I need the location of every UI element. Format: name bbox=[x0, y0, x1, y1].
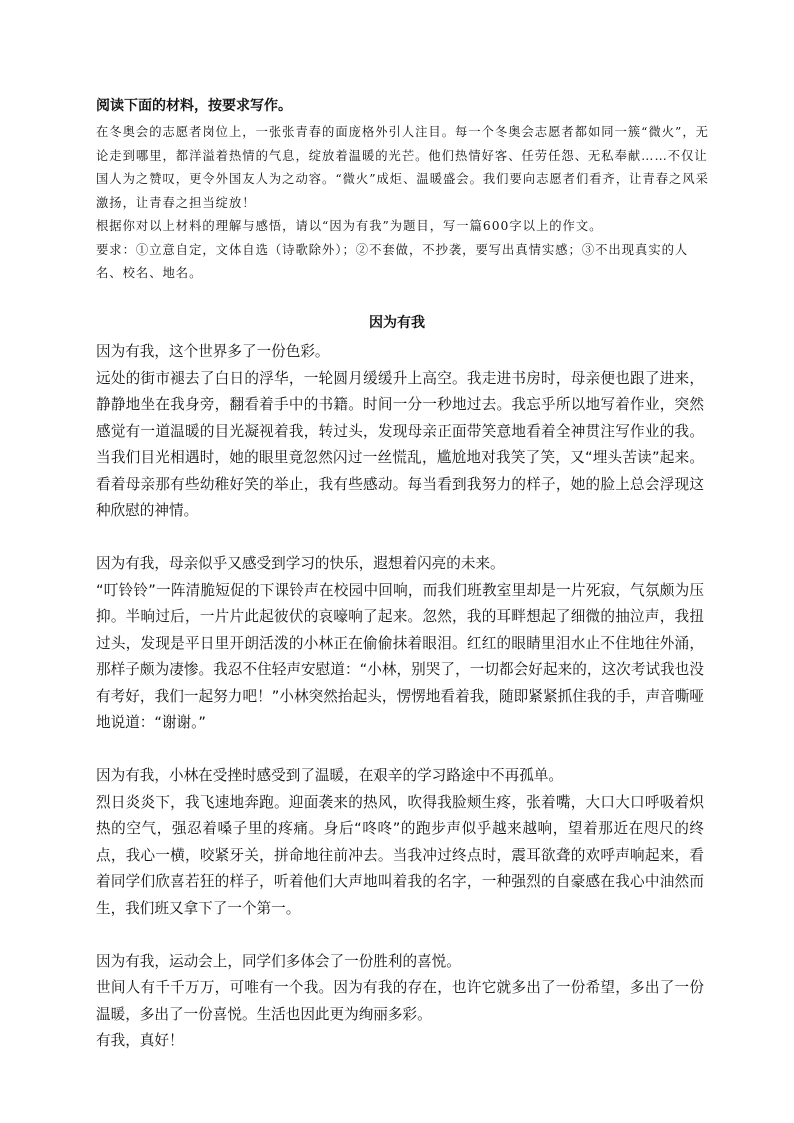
essay-paragraph: 因为有我，小林在受挫时感受到了温暖，在艰辛的学习路途中不再孤单。 bbox=[96, 767, 564, 784]
essay-body bbox=[96, 339, 704, 1055]
essay-paragraph: 因为有我，这个世界多了一份色彩。 bbox=[96, 343, 330, 360]
essay-paragraph: 远处的街市褪去了白日的浮华，一轮圆月缓缓升上高空。我走进书房时，母亲便也跟了进来，静静地坐在我身旁，翻看着手中的书籍。时间一分一秒地过去。我忘乎所以地写着作业，突然感觉有一道温暖的目光凝视着我，转过头，发现母亲正面带笑意地看着全神贯注写作业的我。当我们目光相遇时，她的眼里竟忽然闪过一丝慌乱，尴尬地对我笑了笑，又“埋头苦读”起来。看着母亲那有些幼稚好笑的举止，我有些感动。每当看到我努力的样子，她的脸上总会浮现这种欣慰的神情。 bbox=[96, 369, 704, 519]
essay-paragraph: “叮铃铃”一阵清脆短促的下课铃声在校园中回响，而我们班教室里却是一片死寂，气氛颇为压抑。半晌过后，一片片此起彼伏的哀嚎响了起来。忽然，我的耳畔想起了细微的抽泣声，我扭过头，发现是平日里开朗活泼的小林正在偷偷抹着眼泪。红红的眼睛里泪水止不住地往外涌，那样子颇为凄惨。我忍不住轻声安慰道：“小林，别哭了，一切都会好起来的，这次考试我也没有考好，我们一起努力吧！”小林突然抬起头，愣愣地看着我，随即紧紧抓住我的手，声音嘶哑地说道：“谢谢。” bbox=[96, 581, 704, 731]
writing-prompt bbox=[96, 97, 710, 286]
prompt-material: 在冬奥会的志愿者岗位上，一张张青春的面庞格外引人注目。每一个冬奥会志愿者都如同一簇“微火”，无论走到哪里，都洋溢着热情的气息，绽放着温暖的光芒。他们热情好客、任劳任怨、无私奉献……不仅让国人为之赞叹，更令外国友人为之动容。“微火”成炬、温暖盛会。我们要向志愿者们看齐，让青春之风采激扬，让青春之担当绽放！ bbox=[96, 125, 709, 210]
essay-paragraph: 世间人有千千万万，可唯有一个我。因为有我的存在，也许它就多出了一份希望，多出了一份温暖，多出了一份喜悦。生活也因此更为绚丽多彩。 bbox=[96, 979, 704, 1023]
prompt-instruction: 根据你对以上材料的理解与感悟，请以“因为有我”为题目，写一篇600字以上的作文。 bbox=[96, 219, 603, 233]
essay-title: 因为有我 bbox=[369, 315, 425, 331]
prompt-requirements: 要求：①立意自定，文体自选（诗歌除外）；②不套做，不抄袭，要写出真情实感；③不出现真实的人名、校名、地名。 bbox=[96, 242, 689, 280]
essay-paragraph: 有我，真好！ bbox=[96, 1032, 184, 1049]
essay-paragraph: 因为有我，母亲似乎又感受到学习的快乐，遐想着闪亮的未来。 bbox=[96, 555, 505, 572]
prompt-heading: 阅读下面的材料，按要求写作。 bbox=[96, 98, 292, 114]
essay-paragraph: 烈日炎炎下，我飞速地奔跑。迎面袭来的热风，吹得我脸颊生疼，张着嘴，大口大口呼吸着炽热的空气，强忍着嗓子里的疼痛。身后“咚咚”的跑步声似乎越来越响，望着那近在咫尺的终点，我心一横，咬紧牙关，拼命地往前冲去。当我冲过终点时，震耳欲聋的欢呼声响起来，看着同学们欣喜若狂的样子，听着他们大声地叫着我的名字，一种强烈的自豪感在我心中油然而生，我们班又拿下了一个第一。 bbox=[96, 793, 704, 917]
essay-paragraph: 因为有我，运动会上，同学们多体会了一份胜利的喜悦。 bbox=[96, 952, 461, 970]
